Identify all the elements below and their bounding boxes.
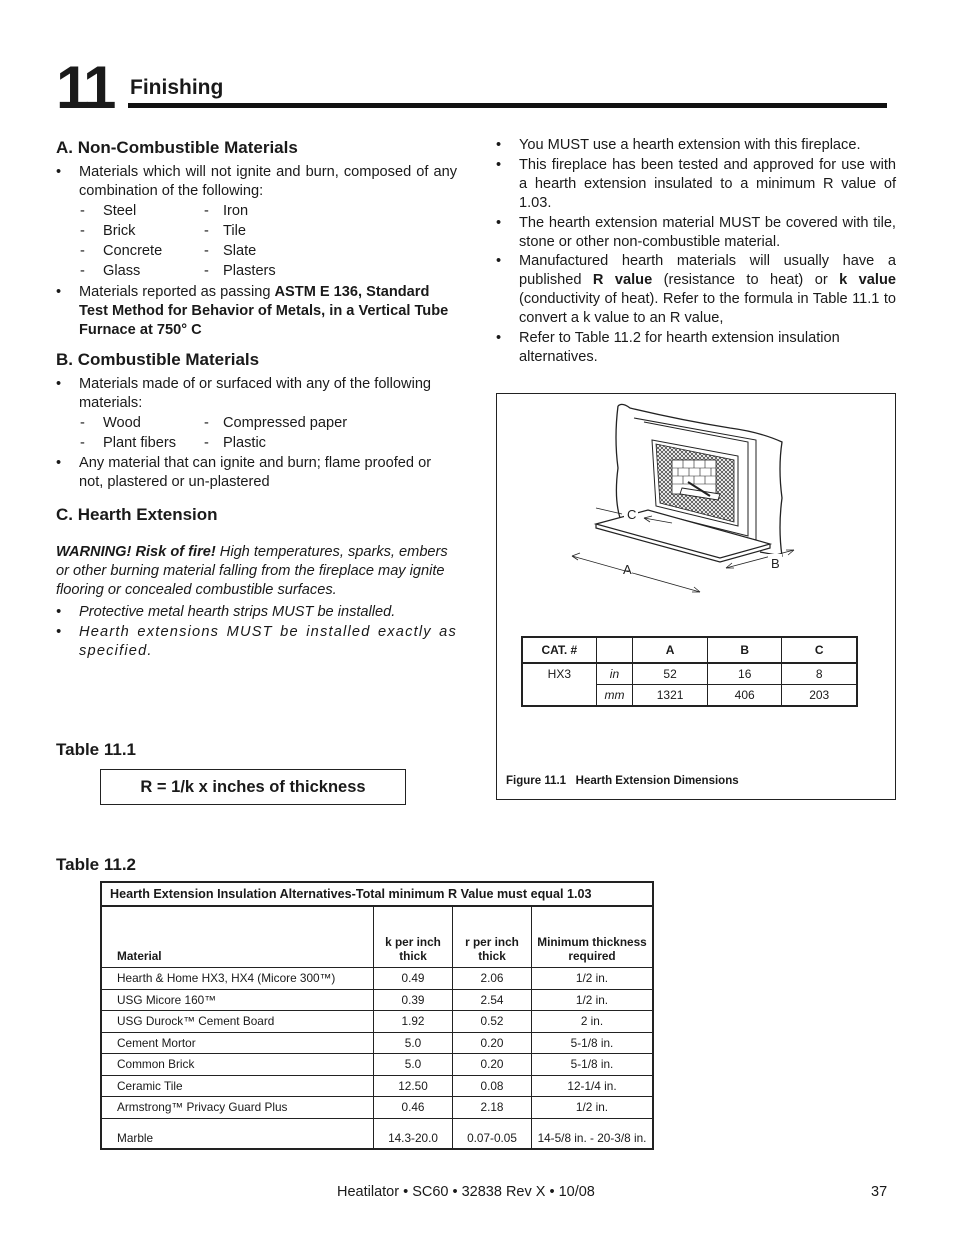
table-11-1-label: Table 11.1 xyxy=(56,740,137,759)
k-cell: 12.50 xyxy=(374,1075,453,1097)
table-row xyxy=(101,1075,653,1097)
hearth-extension-illustration xyxy=(560,398,820,598)
label-a: A xyxy=(623,562,632,577)
k-cell: 5.0 xyxy=(374,1032,453,1054)
table-row xyxy=(101,968,653,990)
material-cell: Marble xyxy=(101,1118,374,1149)
hearth-dimensions-table xyxy=(521,636,858,707)
thickness-cell: 1/2 in. xyxy=(532,989,654,1011)
table-title-row xyxy=(101,882,653,906)
r-cell: 0.52 xyxy=(453,1011,532,1033)
section-a-heading: A. Non-Combustible Materials xyxy=(56,138,298,157)
table-row xyxy=(101,1032,653,1054)
material-cell: Ceramic Tile xyxy=(101,1075,374,1097)
value-cell: 8 xyxy=(782,663,857,685)
header-cell: CAT. # xyxy=(522,637,596,663)
r-value-formula: R = 1/k x inches of thickness xyxy=(100,769,406,805)
chapter-number: 11 xyxy=(56,54,114,121)
warning-text: WARNING! Risk of fire! High temperatures, sparks, embers or other burning material falling from the fireplace may ignite flooring or concealed combustible surfaces. xyxy=(56,544,448,598)
thickness-cell: 5-1/8 in. xyxy=(532,1032,654,1054)
r-cell: 0.08 xyxy=(453,1075,532,1097)
value-cell: 406 xyxy=(707,685,782,707)
table-header-row xyxy=(101,906,653,968)
material-cell: Cement Mortor xyxy=(101,1032,374,1054)
table-row xyxy=(101,1118,653,1149)
header-cell: r per inch thick xyxy=(453,906,532,968)
r-cell: 2.06 xyxy=(453,968,532,990)
table-11-2-label: Table 11.2 xyxy=(56,855,137,874)
footer-text: Heatilator • SC60 • 32838 Rev X • 10/08 xyxy=(337,1184,595,1200)
k-cell: 14.3-20.0 xyxy=(374,1118,453,1149)
material-cell: USG Durock™ Cement Board xyxy=(101,1011,374,1033)
header-cell: Material xyxy=(101,906,374,968)
material-cell: Hearth & Home HX3, HX4 (Micore 300™) xyxy=(101,968,374,990)
header-cell: k per inch thick xyxy=(374,906,453,968)
header-cell: A xyxy=(633,637,708,663)
chapter-title: Finishing xyxy=(130,76,224,99)
thickness-cell: 14-5/8 in. - 20-3/8 in. xyxy=(532,1118,654,1149)
figure-caption: Figure 11.1 Hearth Extension Dimensions xyxy=(506,775,739,787)
material-cell: USG Micore 160™ xyxy=(101,989,374,1011)
k-cell: 0.46 xyxy=(374,1097,453,1119)
value-cell: 1321 xyxy=(633,685,708,707)
value-cell: 52 xyxy=(633,663,708,685)
material-cell: Armstrong™ Privacy Guard Plus xyxy=(101,1097,374,1119)
k-cell: 0.39 xyxy=(374,989,453,1011)
r-cell: 2.18 xyxy=(453,1097,532,1119)
header-cell xyxy=(596,637,633,663)
r-cell: 2.54 xyxy=(453,989,532,1011)
page-number: 37 xyxy=(871,1184,888,1200)
thickness-cell: 1/2 in. xyxy=(532,1097,654,1119)
section-b-heading: B. Combustible Materials xyxy=(56,350,260,369)
unit-cell: mm xyxy=(596,685,633,707)
model-cell: HX3 xyxy=(522,663,596,706)
table-row xyxy=(101,989,653,1011)
material-cell: Common Brick xyxy=(101,1054,374,1076)
r-cell: 0.20 xyxy=(453,1032,532,1054)
k-cell: 5.0 xyxy=(374,1054,453,1076)
k-cell: 1.92 xyxy=(374,1011,453,1033)
thickness-cell: 1/2 in. xyxy=(532,968,654,990)
value-cell: 16 xyxy=(707,663,782,685)
table-row xyxy=(522,663,857,685)
section-c-heading: C. Hearth Extension xyxy=(56,505,218,524)
k-cell: 0.49 xyxy=(374,968,453,990)
table-row xyxy=(522,637,857,663)
thickness-cell: 2 in. xyxy=(532,1011,654,1033)
table-row xyxy=(101,1097,653,1119)
table-row xyxy=(101,1011,653,1033)
unit-cell: in xyxy=(596,663,633,685)
table-title: Hearth Extension Insulation Alternatives-Total minimum R Value must equal 1.03 xyxy=(101,882,653,906)
header-cell: C xyxy=(782,637,857,663)
thickness-cell: 12-1/4 in. xyxy=(532,1075,654,1097)
header-cell: Minimum thickness required xyxy=(532,906,654,968)
thickness-cell: 5-1/8 in. xyxy=(532,1054,654,1076)
label-b: B xyxy=(771,556,780,571)
value-cell: 203 xyxy=(782,685,857,707)
table-row xyxy=(101,1054,653,1076)
r-cell: 0.20 xyxy=(453,1054,532,1076)
header-rule xyxy=(128,103,887,108)
header-cell: B xyxy=(707,637,782,663)
insulation-alternatives-table xyxy=(100,881,654,1150)
r-cell: 0.07-0.05 xyxy=(453,1118,532,1149)
label-c: C xyxy=(627,507,637,522)
